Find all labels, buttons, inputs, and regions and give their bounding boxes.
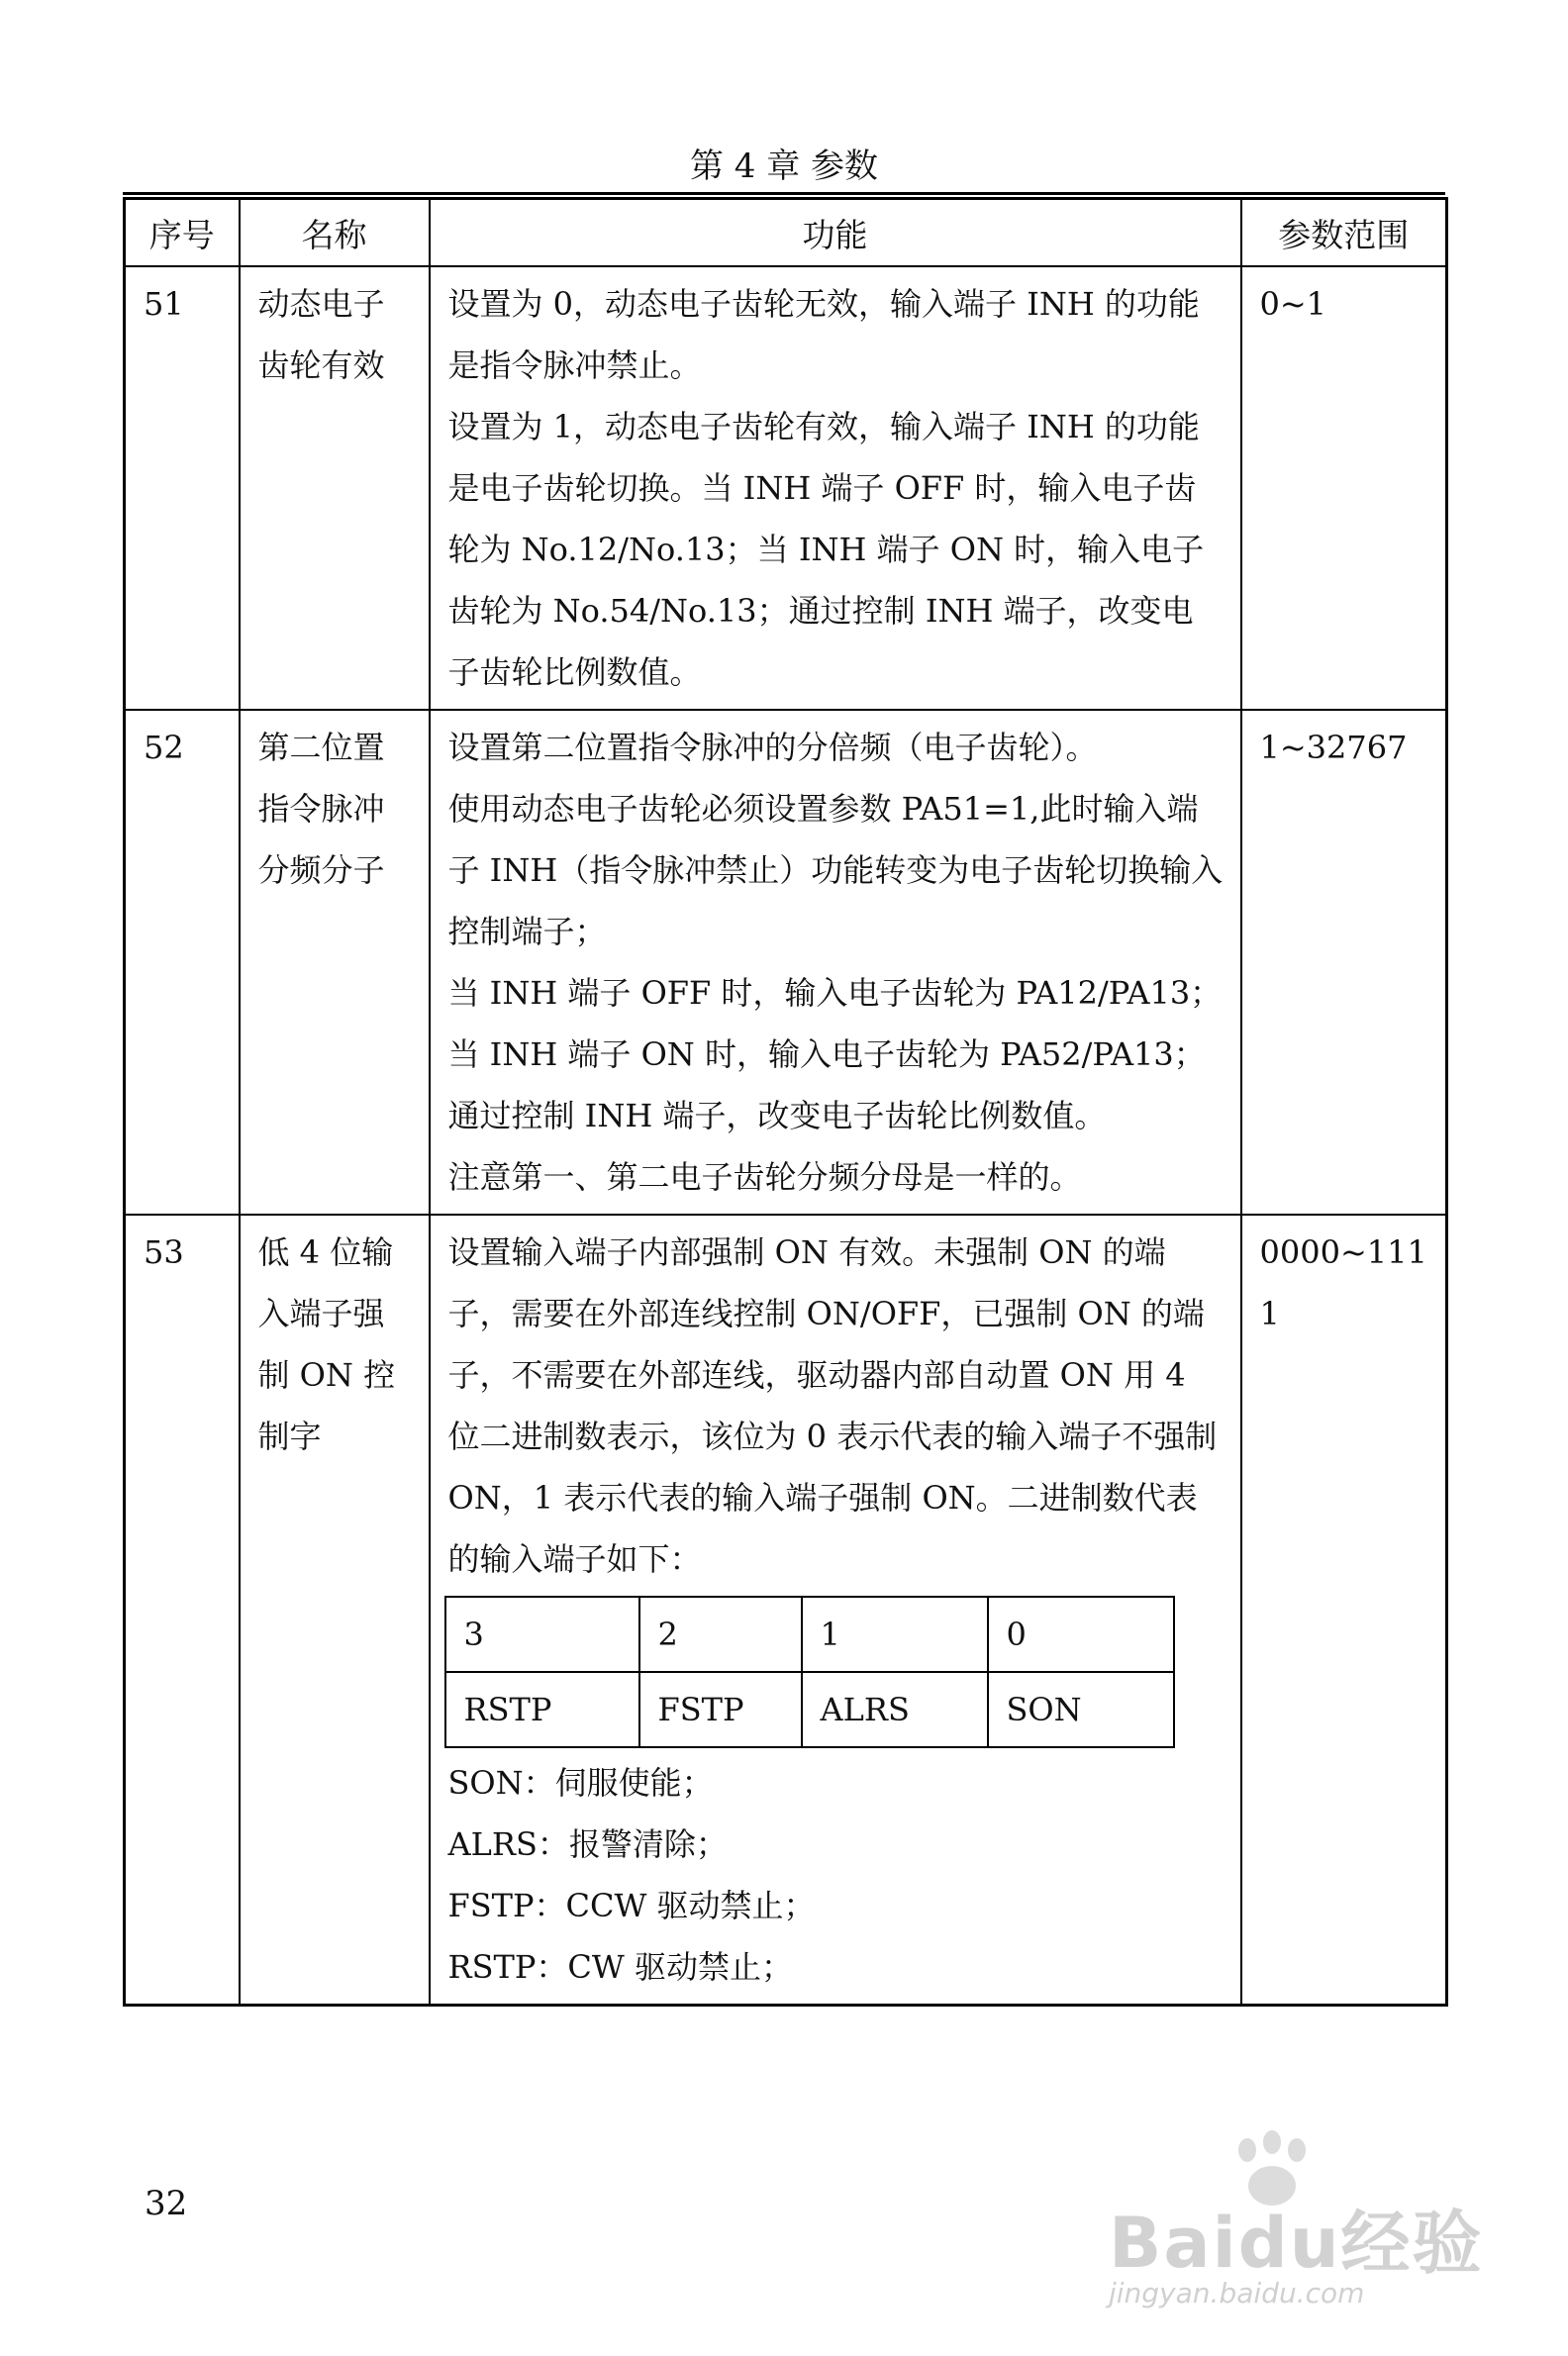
row-range: 0000~1111 — [1241, 1215, 1447, 2006]
row-id: 51 — [125, 266, 240, 710]
note-line: RSTP：CW 驱动禁止； — [447, 1948, 793, 1986]
col-header-range: 参数范围 — [1241, 199, 1447, 267]
bit-name: RSTP — [445, 1672, 639, 1747]
row-function — [430, 710, 1241, 1215]
header-rule — [123, 192, 1445, 195]
bit-index: 0 — [988, 1597, 1174, 1672]
row-range: 0~1 — [1241, 266, 1447, 710]
row-name: 第二位置指令脉冲分频分子 — [240, 710, 430, 1215]
row-name: 低 4 位输入端子强制 ON 控制字 — [240, 1215, 430, 2006]
function-paragraph: 当 INH 端子 OFF 时，输入电子齿轮为 PA12/PA13； — [447, 974, 1223, 1012]
bit-map-table — [444, 1596, 1175, 1748]
function-paragraph: 设置为 1，动态电子齿轮有效，输入端子 INH 的功能是电子齿轮切换。当 INH 端子 OFF 时，输入电子齿轮为 No.12/No.13；当 INH 端子 ON 时，输入电子齿轮为 No.54/No.13；通过控制 INH 端子，改变电子齿轮比例数值。 — [447, 408, 1205, 691]
table-row — [125, 710, 1447, 1215]
table-header-row — [125, 199, 1447, 267]
bit-name: SON — [988, 1672, 1174, 1747]
function-paragraph: 注意第一、第二电子齿轮分频分母是一样的。 — [447, 1158, 1082, 1196]
function-paragraph: 当 INH 端子 ON 时，输入电子齿轮为 PA52/PA13；通过控制 INH 端子，改变电子齿轮比例数值。 — [447, 1035, 1206, 1134]
parameter-table — [123, 197, 1448, 2007]
function-paragraph: 设置为 0，动态电子齿轮无效，输入端子 INH 的功能是指令脉冲禁止。 — [447, 285, 1200, 384]
table-row — [125, 1215, 1447, 2006]
function-paragraph: 设置输入端子内部强制 ON 有效。未强制 ON 的端子，需要在外部连线控制 ON/OFF，已强制 ON 的端子，不需要在外部连线，驱动器内部自动置 ON 用 4 位二进制数表示，该位为 0 表示代表的输入端子不强制 ON，1 表示代表的输入端子强制 ON。二进制数代表的输入端子如下： — [447, 1233, 1218, 1578]
row-id: 53 — [125, 1215, 240, 2006]
bit-index: 2 — [639, 1597, 802, 1672]
table-row — [125, 266, 1447, 710]
watermark — [1089, 2128, 1505, 2326]
note-line: ALRS：报警清除； — [447, 1825, 728, 1863]
bit-name-row — [445, 1672, 1174, 1747]
note-line: SON：伺服使能； — [447, 1764, 714, 1802]
col-header-name: 名称 — [240, 199, 430, 267]
row-id: 52 — [125, 710, 240, 1215]
bit-index: 3 — [445, 1597, 639, 1672]
bit-index: 1 — [802, 1597, 988, 1672]
page-number: 32 — [145, 2184, 188, 2223]
col-header-function: 功能 — [430, 199, 1241, 267]
chapter-header: 第 4 章 参数 — [689, 147, 879, 186]
bit-index-row — [445, 1597, 1174, 1672]
row-function — [430, 1215, 1241, 2006]
function-paragraph: 使用动态电子齿轮必须设置参数 PA51=1,此时输入端子 INH（指令脉冲禁止）功能转变为电子齿轮切换输入控制端子； — [447, 790, 1224, 950]
row-name: 动态电子齿轮有效 — [240, 266, 430, 710]
col-header-seq: 序号 — [125, 199, 240, 267]
watermark-brand: Baidu经验 — [1109, 2203, 1484, 2284]
watermark-url: jingyan.baidu.com — [1109, 2277, 1365, 2309]
note-line: FSTP：CCW 驱动禁止； — [447, 1887, 816, 1924]
row-range: 1~32767 — [1241, 710, 1447, 1215]
bit-name: ALRS — [802, 1672, 988, 1747]
bit-name: FSTP — [639, 1672, 802, 1747]
function-paragraph: 设置第二位置指令脉冲的分倍频（电子齿轮）。 — [447, 729, 1098, 766]
row-function — [430, 266, 1241, 710]
